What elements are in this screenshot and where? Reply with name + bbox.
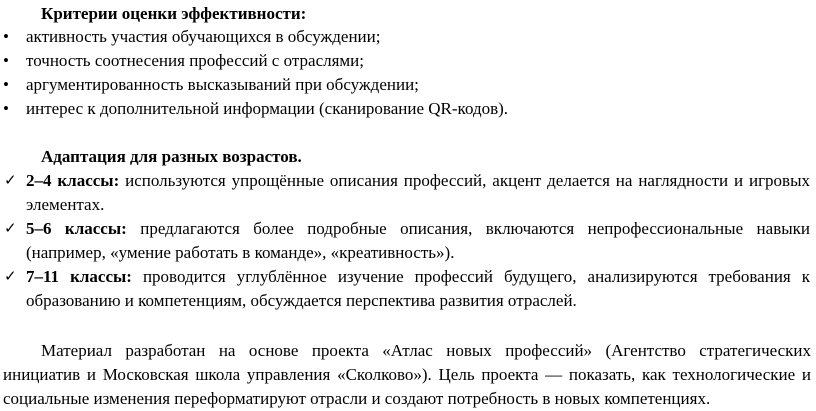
source-line: Материал разработан на основе проекта «Атлас новых профессий» (Агентство стратегических — [41, 341, 811, 360]
criteria-item-text: аргументированность высказываний при обсуждении; — [26, 75, 419, 94]
bullet-icon: • — [3, 51, 9, 70]
adaptation-item-text: предлагаются более подробные описания, включаются непрофессиональные навыки — [140, 219, 810, 238]
criteria-item-text: интерес к дополнительной информации (сканирование QR-кодов). — [26, 99, 509, 118]
bullet-icon: • — [3, 99, 9, 118]
criteria-item-text: точность соотнесения профессий с отраслями; — [26, 51, 364, 70]
adaptation-item-label: 2–4 классы: — [26, 171, 120, 190]
adaptation-item-line — [26, 217, 810, 240]
source-line: инициатив и Московская школа управления «Сколково»). Цель проекта — показать, как технологические и — [3, 365, 811, 384]
adaptation-item-text-cont: образованию и компетенциям, обсуждается перспектива развития отраслей. — [26, 291, 577, 310]
checkmark-icon: ✓ — [4, 171, 17, 189]
criteria-heading: Критерии оценки эффективности: — [41, 4, 307, 23]
source-line: социальные изменения переформатируют отрасли и создают потребность в новых компетенциях. — [3, 389, 711, 408]
adaptation-item-line — [26, 169, 810, 192]
adaptation-item-label: 5–6 классы: — [26, 219, 127, 238]
bullet-icon: • — [3, 27, 9, 46]
criteria-item-text: активность участия обучающихся в обсуждении; — [26, 27, 381, 46]
adaptation-item-text-cont: (например, «умение работать в команде», «креативность»). — [26, 243, 455, 262]
checkmark-icon: ✓ — [4, 267, 17, 285]
adaptation-heading: Адаптация для разных возрастов. — [41, 147, 302, 166]
adaptation-item-text: используются упрощённые описания профессий, акцент делается на наглядности и игровых — [125, 171, 811, 190]
adaptation-item-label: 7–11 классы: — [26, 267, 132, 286]
adaptation-item-text-cont: элементах. — [26, 195, 105, 214]
bullet-icon: • — [3, 75, 9, 94]
adaptation-item-text: проводится углублённое изучение профессий будущего, анализируются требования к — [142, 267, 811, 286]
adaptation-item-line — [26, 265, 810, 288]
checkmark-icon: ✓ — [4, 219, 17, 237]
